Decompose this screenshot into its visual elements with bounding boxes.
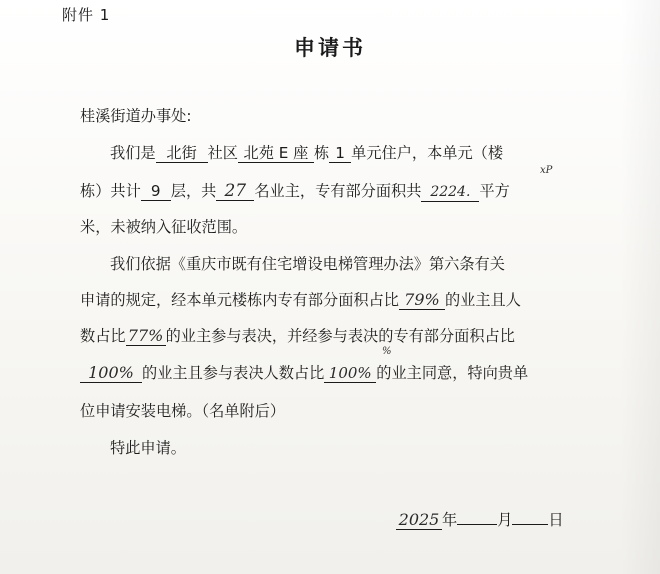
unit-field: 1 [329, 144, 351, 163]
year-label: 年 [442, 511, 458, 529]
unit-suffix: 单元住户，本单元（楼 [351, 144, 503, 162]
area-suffix: 平方 [479, 182, 510, 200]
owners-field-handwritten: 27 [216, 182, 254, 201]
floors-suffix: 层，共 [170, 182, 217, 200]
para2-line4-mid: 的业主且参与表决人数占比 [142, 364, 325, 382]
street-field: 北街 [156, 144, 208, 163]
para1-line2 [80, 181, 510, 202]
community-label: 社区 [207, 144, 238, 162]
month-field [457, 524, 497, 525]
para1-line3: 米，未被纳入征收范围。 [80, 218, 248, 236]
para2-line2-start: 申请的规定，经本单元楼栋内专有部分面积占比 [80, 291, 399, 309]
para2-line4-end: 的业主同意，特向贵单 [376, 364, 529, 382]
date-line [396, 510, 564, 530]
document-title: 申请书 [294, 36, 366, 60]
para1-line1 [110, 143, 503, 163]
para2-line3 [80, 326, 515, 346]
owner-ratio-field-handwritten: 77% [126, 327, 166, 346]
para2-line3-end: 的业主参与表决，并经参与表决的专有部分面积占比 [165, 327, 515, 345]
para2-line4 [80, 363, 528, 383]
text-total: 栋）共计 [80, 182, 141, 200]
para2-line3-start: 数占比 [80, 327, 126, 345]
para2-line1: 我们依据《重庆市既有住宅增设电梯管理办法》第六条有关 [110, 255, 505, 273]
attachment-label: 附件 1 [62, 6, 111, 24]
owners-suffix: 名业主，专有部分面积共 [254, 182, 422, 200]
text-we-are: 我们是 [110, 144, 156, 162]
voted-area-ratio-field-handwritten: 100% [80, 364, 142, 383]
salutation: 桂溪街道办事处: [80, 107, 192, 125]
day-field [512, 524, 548, 525]
voted-owner-ratio-field-handwritten: 100% [324, 364, 376, 383]
area-ratio-field-handwritten: 79% [399, 291, 445, 310]
closing: 特此申请。 [110, 439, 186, 457]
month-label: 月 [497, 511, 513, 529]
para2-line5: 位申请安装电梯。（名单附后） [80, 402, 286, 420]
building-field: 北苑 E 座 [238, 144, 314, 163]
page-edge-shadow [620, 0, 660, 574]
day-label: 日 [548, 511, 564, 529]
para2-line2-end: 的业主且人 [444, 291, 521, 309]
para2-line2 [80, 290, 521, 310]
area-handwritten-note: xP [540, 165, 553, 176]
area-field-handwritten: 2224. [421, 183, 479, 202]
year-field-handwritten: 2025 [396, 511, 442, 530]
building-suffix: 栋 [313, 144, 330, 162]
ratio-handwritten-note: % [382, 346, 392, 357]
floors-field: 9 [141, 182, 171, 201]
